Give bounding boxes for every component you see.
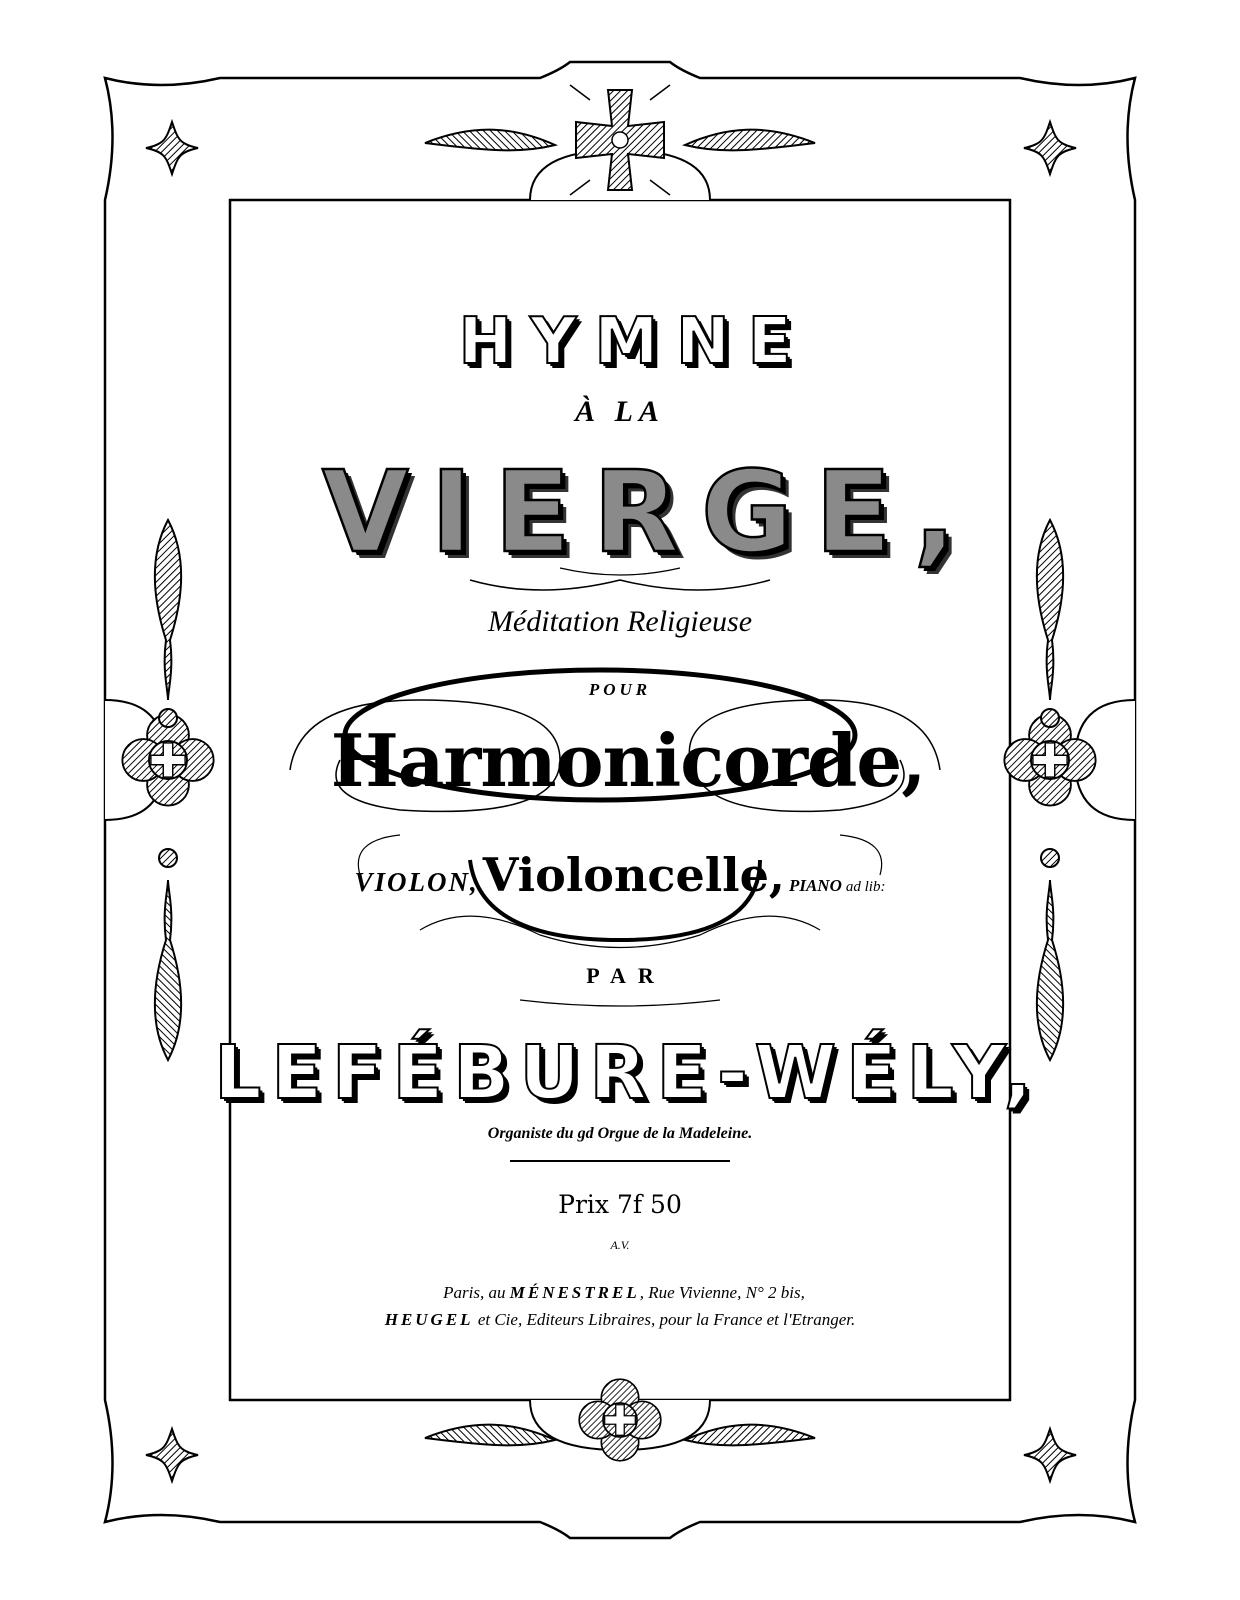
- corner-ornament-icon: [146, 122, 198, 174]
- publisher-heugel: HEUGEL: [384, 1310, 474, 1329]
- par-label: PAR: [586, 963, 666, 988]
- publisher-description: et Cie, Editeurs Libraires, pour la France et l'Etranger.: [477, 1310, 856, 1329]
- title-hymne: HYMNE: [458, 305, 810, 379]
- publisher-line-1: [4, 1283, 1240, 1303]
- instrument-list: [0, 848, 1240, 902]
- corner-ornament-icon: [1024, 122, 1076, 174]
- title-vierge: VIERGE,: [321, 448, 979, 578]
- composer-title: Organiste du gd Orgue de la Madeleine.: [487, 1125, 753, 1142]
- initials: A.V.: [610, 1238, 630, 1252]
- pour-label: POUR: [588, 680, 652, 699]
- corner-ornament-icon: [1024, 1429, 1076, 1481]
- instrument-piano: PIANO: [788, 876, 842, 895]
- instrument-violoncelle: Violoncelle,: [482, 848, 785, 902]
- instrument-main: Harmonicorde,: [330, 718, 926, 803]
- ad-lib-note: ad lib:: [845, 879, 886, 895]
- composer-name: LEFÉBURE-WÉLY,: [214, 1030, 1042, 1116]
- price: Prix 7f 50: [558, 1190, 682, 1219]
- title-a-la: À LA: [575, 395, 665, 428]
- subtitle: Méditation Religieuse: [487, 605, 753, 638]
- publisher-line-2: [0, 1310, 1240, 1330]
- publisher-menestrel: MÉNESTREL: [509, 1283, 640, 1302]
- instrument-violon: VIOLON,: [354, 867, 479, 897]
- corner-ornament-icon: [146, 1429, 198, 1481]
- publisher-address: , Rue Vivienne, N° 2 bis,: [639, 1283, 805, 1302]
- publisher-prefix: Paris, au: [443, 1283, 506, 1302]
